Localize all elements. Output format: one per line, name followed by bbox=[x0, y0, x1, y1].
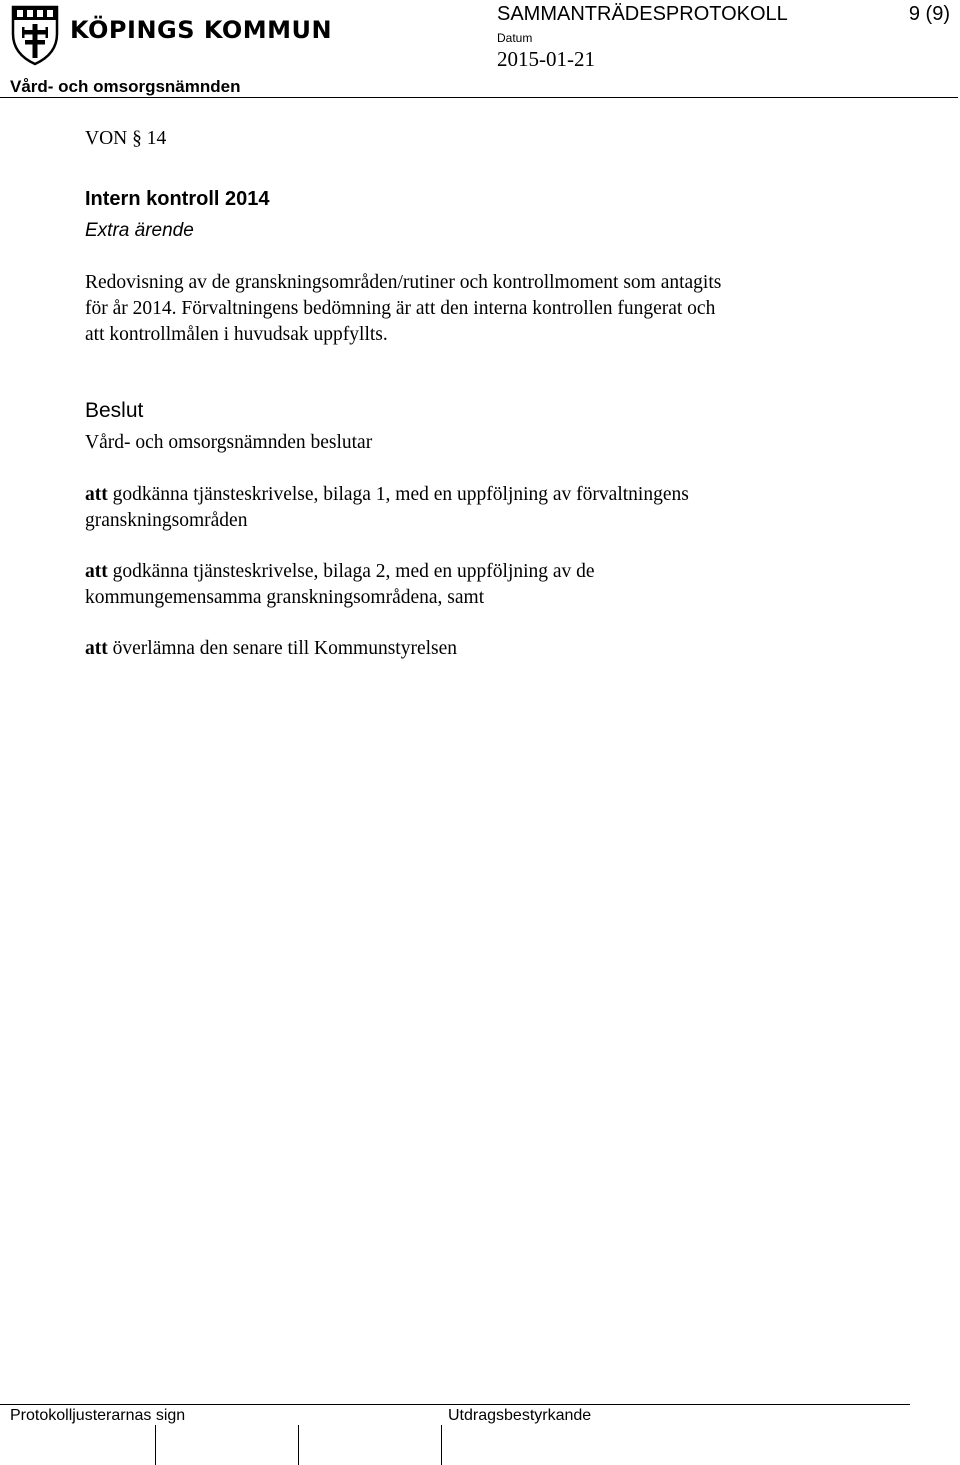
decision-item-text: granskningsområden bbox=[85, 510, 248, 531]
section-subtitle: Extra ärende bbox=[85, 220, 194, 241]
date-value: 2015-01-21 bbox=[497, 47, 595, 71]
page-number: 9 (9) bbox=[908, 3, 950, 25]
att-keyword: att bbox=[85, 561, 108, 582]
logo-text: KÖPINGS KOMMUN bbox=[70, 16, 333, 44]
signature-box-divider bbox=[155, 1425, 156, 1465]
decision-item bbox=[85, 482, 689, 534]
decision-item-text: kommungemensamma granskningsområdena, samt bbox=[85, 587, 485, 608]
att-keyword: att bbox=[85, 638, 108, 659]
description-paragraph bbox=[85, 270, 721, 348]
committee-name: Vård- och omsorgsnämnden bbox=[10, 77, 241, 96]
document-type: SAMMANTRÄDESPROTOKOLL bbox=[497, 3, 788, 25]
description-line: att kontrollmålen i huvudsak uppfyllts. bbox=[85, 324, 388, 345]
header-divider bbox=[0, 97, 958, 98]
footer-divider bbox=[0, 1404, 910, 1405]
decision-item bbox=[85, 636, 457, 662]
certification-label: Utdragsbestyrkande bbox=[448, 1407, 592, 1424]
date-label: Datum bbox=[497, 31, 533, 45]
att-keyword: att bbox=[85, 484, 108, 505]
decision-heading: Beslut bbox=[85, 399, 144, 422]
description-line: Redovisning av de granskningsområden/rutiner och kontrollmoment som antagits bbox=[85, 272, 722, 293]
decision-item-text: överlämna den senare till Kommunstyrelsen bbox=[107, 638, 458, 659]
section-number: VON § 14 bbox=[85, 128, 167, 149]
decision-item-text: godkänna tjänsteskrivelse, bilaga 2, med en uppföljning av de bbox=[107, 561, 595, 582]
decision-item bbox=[85, 559, 595, 611]
signature-box-divider bbox=[298, 1425, 299, 1465]
decision-lead: Vård- och omsorgsnämnden beslutar bbox=[85, 432, 373, 453]
municipality-logo bbox=[10, 4, 340, 66]
coat-of-arms-icon bbox=[10, 4, 60, 66]
decision-item-text: godkänna tjänsteskrivelse, bilaga 1, med en uppföljning av förvaltningens bbox=[107, 484, 689, 505]
signature-label: Protokolljusterarnas sign bbox=[10, 1407, 186, 1424]
section-title: Intern kontroll 2014 bbox=[85, 188, 270, 210]
description-line: för år 2014. Förvaltningens bedömning är att den interna kontrollen fungerat och bbox=[85, 298, 716, 319]
signature-box-divider bbox=[441, 1425, 442, 1465]
